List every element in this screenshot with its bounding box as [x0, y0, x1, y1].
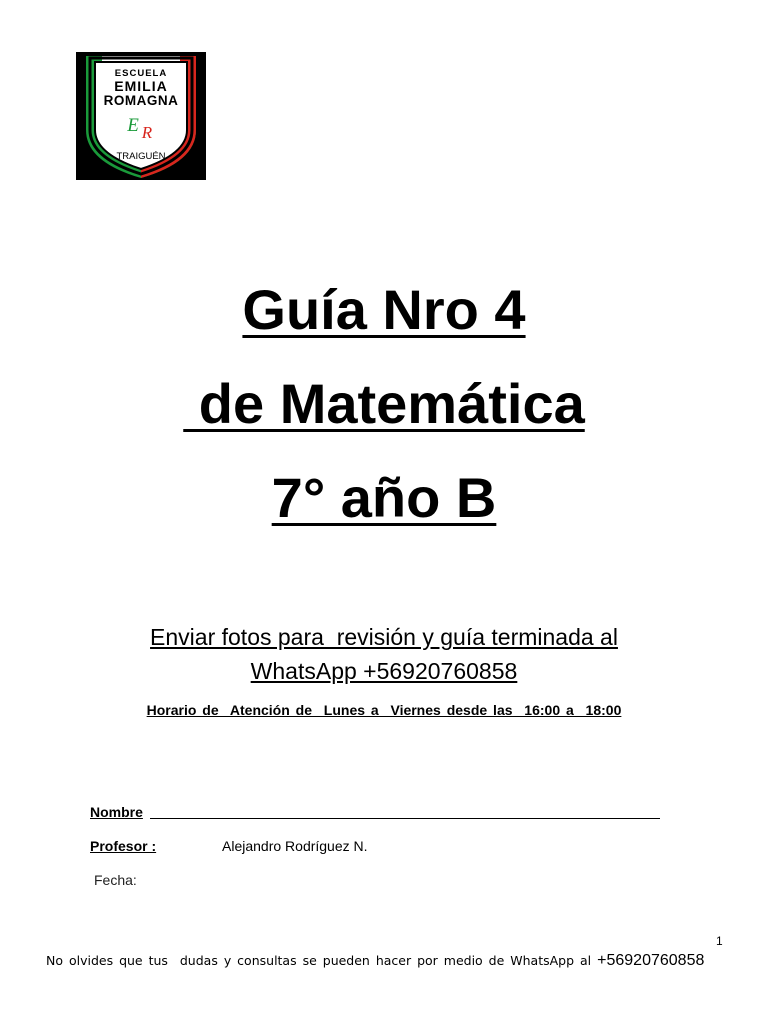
teacher-label: Profesor : — [90, 838, 157, 854]
school-logo — [76, 52, 206, 180]
date-label: Fecha: — [94, 872, 137, 888]
name-label: Nombre — [90, 804, 143, 820]
svg-text:R: R — [141, 123, 153, 142]
footer-phone: +56920760858 — [597, 952, 705, 969]
svg-text:TRAIGUÉN: TRAIGUÉN — [116, 151, 166, 162]
svg-text:ROMAGNA: ROMAGNA — [103, 93, 179, 108]
instructions-line-1: Enviar fotos para revisión y guía terminada al — [150, 624, 618, 650]
office-hours: Horario de Atención de Lunes a Viernes desde las 16:00 a 18:00 — [146, 702, 622, 718]
teacher-field — [90, 838, 156, 854]
name-field — [90, 804, 143, 820]
svg-text:EMILIA: EMILIA — [114, 78, 168, 94]
teacher-name: Alejandro Rodríguez N. — [222, 838, 368, 854]
school-crest-icon — [76, 52, 206, 180]
title-line-2: de Matemática — [183, 372, 585, 435]
svg-text:E: E — [127, 115, 139, 136]
name-input-line — [150, 818, 660, 819]
page-number: 1 — [716, 934, 723, 948]
footer-text: No olvides que tus dudas y consultas se pueden hacer por medio de WhatsApp al — [46, 953, 592, 968]
svg-text:ESCUELA: ESCUELA — [114, 68, 168, 79]
footer-note — [46, 952, 704, 970]
title-line-3: 7° año B — [271, 466, 497, 529]
title-line-1: Guía Nro 4 — [242, 278, 526, 341]
instructions-line-2: WhatsApp +56920760858 — [250, 658, 518, 684]
